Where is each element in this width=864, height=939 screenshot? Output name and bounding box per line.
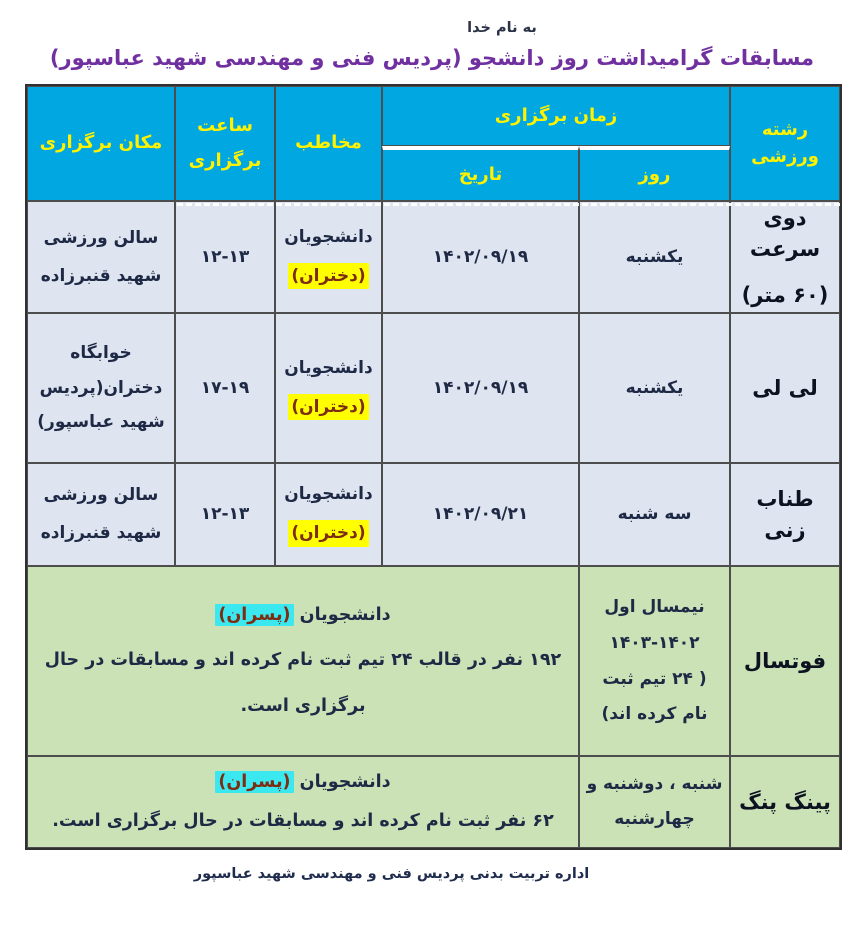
schedule-line: شنبه ، دوشنبه و xyxy=(586,774,723,795)
audience-cell xyxy=(275,201,382,313)
hour-value: ۱۲-۱۳ xyxy=(200,504,250,525)
venue-line: سالن ورزشی xyxy=(43,485,159,506)
audience-girls-highlight: (دختران) xyxy=(288,263,368,290)
info-line: ۶۲ نفر ثبت نام کرده اند و مسابقات در حال برگزاری است. xyxy=(52,811,554,831)
header-day-cell xyxy=(579,146,730,201)
header-date-label: تاریخ xyxy=(458,163,503,185)
header-venue-cell xyxy=(27,86,175,201)
header-audience-cell xyxy=(275,86,382,201)
info-audience-prefix: دانشجویان xyxy=(299,604,391,625)
schedule-cell xyxy=(579,566,730,756)
venue-cell xyxy=(27,313,175,463)
day-value: سه شنبه xyxy=(617,504,692,525)
header-venue-label: مکان برگزاری xyxy=(39,132,163,154)
venue-line: شهید قنبرزاده xyxy=(40,265,162,286)
venue-line: سالن ورزشی xyxy=(43,227,159,248)
hour-cell xyxy=(175,313,275,463)
sport-name-line: پینگ پنگ xyxy=(739,789,831,814)
hour-value: ۱۲-۱۳ xyxy=(200,246,250,267)
schedule-line: ۱۴۰۳-۱۴۰۲ xyxy=(609,632,700,653)
schedule-line: نام کرده اند) xyxy=(601,704,708,725)
header-sport-cell xyxy=(730,86,840,201)
page-title: مسابقات گرامیداشت روز دانشجو (پردیس فنی و مهندسی شهید عباسپور) xyxy=(49,46,815,70)
hour-value: ۱۷-۱۹ xyxy=(200,377,250,398)
schedule-cell xyxy=(579,756,730,848)
header-time-group-label: زمان برگزاری xyxy=(494,104,618,126)
hour-cell xyxy=(175,201,275,313)
header-hour-label-line2: برگزاری xyxy=(188,149,262,171)
date-cell xyxy=(382,313,579,463)
info-line: ۱۹۲ نفر در قالب ۲۴ تیم ثبت نام کرده اند و مسابقات در حال xyxy=(44,650,562,671)
merged-info-cell xyxy=(27,756,579,848)
basmala-text: به نام خدا xyxy=(467,20,537,36)
header-hour-label-line1: ساعت xyxy=(197,115,253,137)
venue-cell xyxy=(27,463,175,566)
hour-cell xyxy=(175,463,275,566)
sport-name-line: لی لی xyxy=(752,375,818,400)
sport-name-line: طناب زنی xyxy=(756,487,814,542)
venue-line: شهید قنبرزاده xyxy=(40,523,162,543)
schedule-line: ( ۲۴ تیم ثبت xyxy=(602,668,707,689)
sport-cell xyxy=(730,566,840,756)
audience-boys-highlight: (پسران) xyxy=(215,771,293,793)
header-sport-label: رشته ورزشی xyxy=(751,119,819,167)
day-cell xyxy=(579,313,730,463)
header-date-cell xyxy=(382,146,579,201)
venue-line: دختران(پردیس xyxy=(39,377,163,398)
audience-boys-highlight: (پسران) xyxy=(215,604,293,626)
header-hour-cell xyxy=(175,86,275,201)
date-value: ۱۴۰۲/۰۹/۱۹ xyxy=(432,246,529,267)
audience-value: دانشجویان xyxy=(284,357,373,378)
date-value: ۱۴۰۲/۰۹/۱۹ xyxy=(432,377,529,398)
sport-cell xyxy=(730,463,840,566)
sport-cell xyxy=(730,756,840,848)
schedule-line: چهارشنبه xyxy=(614,809,695,829)
day-cell xyxy=(579,201,730,313)
day-value: یکشنبه xyxy=(625,377,684,398)
schedule-table xyxy=(25,84,842,850)
footer-text: اداره تربیت بدنی پردیس فنی و مهندسی شهید عباسپور xyxy=(193,866,590,882)
merged-info-cell xyxy=(27,566,579,756)
venue-line: شهید عباسپور) xyxy=(37,412,165,433)
sport-name-line: (۶۰ متر) xyxy=(741,283,829,308)
info-audience-prefix: دانشجویان xyxy=(299,771,391,792)
day-value: یکشنبه xyxy=(625,246,684,267)
header-audience-label: مخاطب xyxy=(295,132,362,154)
audience-value: دانشجویان xyxy=(284,484,373,505)
audience-girls-highlight: (دختران) xyxy=(288,520,368,547)
sport-cell xyxy=(730,313,840,463)
sport-cell xyxy=(730,201,840,313)
info-audience-line xyxy=(215,603,390,628)
sport-name-line: دوی سرعت xyxy=(749,206,821,261)
info-audience-line xyxy=(215,770,390,795)
audience-cell xyxy=(275,313,382,463)
audience-value: دانشجویان xyxy=(284,226,373,247)
venue-cell xyxy=(27,201,175,313)
header-day-label: روز xyxy=(638,163,671,185)
audience-cell xyxy=(275,463,382,566)
date-value: ۱۴۰۲/۰۹/۲۱ xyxy=(432,504,529,525)
header-time-group-cell xyxy=(382,86,730,146)
date-cell xyxy=(382,463,579,566)
date-cell xyxy=(382,201,579,313)
info-line: برگزاری است. xyxy=(240,695,366,716)
venue-line: خوابگاه xyxy=(70,343,132,364)
sport-name-line: فوتسال xyxy=(743,648,827,673)
audience-girls-highlight: (دختران) xyxy=(288,394,368,421)
schedule-line: نیمسال اول xyxy=(604,597,705,618)
day-cell xyxy=(579,463,730,566)
